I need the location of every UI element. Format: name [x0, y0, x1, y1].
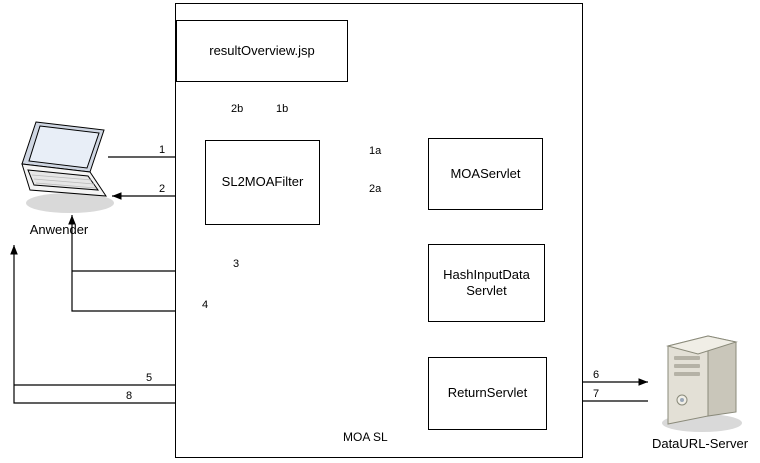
box-label: MOAServlet [450, 165, 521, 181]
flow-label-1a: 1a [369, 145, 382, 157]
flow-label-7: 7 [593, 388, 600, 400]
box-moaservlet[interactable] [428, 138, 543, 210]
flow-label-8: 8 [126, 390, 133, 402]
flow-label-2: 2 [159, 183, 166, 195]
flow-label-2a: 2a [369, 183, 382, 195]
laptop-icon [8, 118, 118, 218]
box-result-overview-jsp[interactable] [176, 20, 348, 82]
box-label: SL2MOAFilter [221, 174, 304, 190]
box-label: HashInputData Servlet [443, 266, 530, 298]
box-returnservlet[interactable] [428, 357, 547, 430]
flow-label-5: 5 [146, 372, 153, 384]
flow-label-2b: 2b [231, 103, 244, 115]
moa-sl-label: MOA SL [343, 430, 388, 444]
flow-label-1b: 1b [276, 103, 289, 115]
dataurl-server-label: DataURL-Server [651, 436, 749, 451]
flow-label-3: 3 [233, 258, 240, 270]
box-label: resultOverview.jsp [209, 42, 315, 58]
box-sl2moafilter[interactable] [205, 140, 320, 225]
box-label: ReturnServlet [447, 385, 528, 401]
flow-label-6: 6 [593, 369, 600, 381]
server-icon [650, 328, 754, 433]
flow-label-1: 1 [159, 144, 166, 156]
box-hashinputdata-servlet[interactable] [428, 244, 545, 322]
flow-label-4: 4 [202, 299, 209, 311]
anwender-label: Anwender [29, 222, 89, 237]
